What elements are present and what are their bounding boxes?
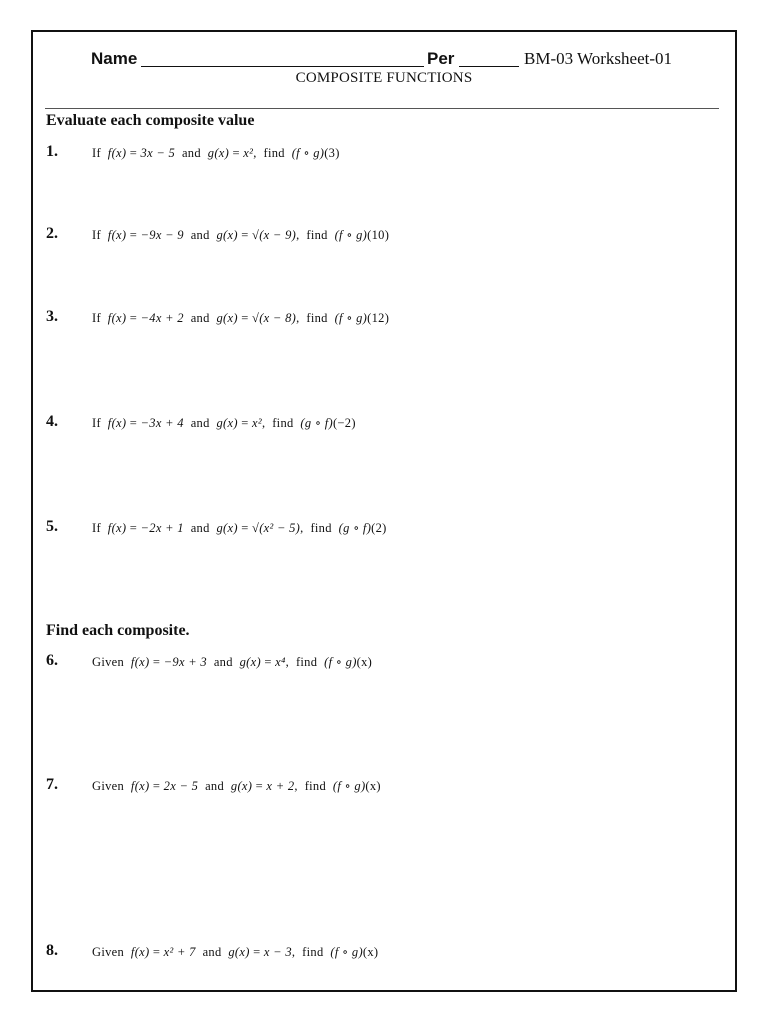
question-number: 7.: [46, 776, 58, 793]
f-label: f(x): [107, 146, 127, 160]
composite-notation: (f ∘ g): [291, 146, 325, 160]
g-label: g(x): [228, 945, 250, 959]
composite-notation: (g ∘ f): [338, 521, 372, 535]
composite-argument: (3): [324, 146, 340, 160]
f-label: f(x): [130, 779, 150, 793]
composite-argument: (10): [367, 228, 390, 242]
question-number: 4.: [46, 413, 58, 430]
and-word: and: [190, 521, 210, 535]
composite-notation: (f ∘ g): [324, 655, 357, 669]
g-label: g(x): [239, 655, 261, 669]
question-number: 2.: [46, 225, 58, 242]
f-expression: −4x + 2: [140, 311, 184, 325]
find-word: find: [295, 655, 318, 669]
question-text: Given f(x) = x² + 7 and g(x) = x − 3, find (f ∘ g)(x): [92, 945, 379, 959]
question-text: If f(x) = 3x − 5 and g(x) = x², find (f ∘ g)(3): [92, 146, 340, 160]
f-expression: −2x + 1: [140, 521, 184, 535]
find-word: find: [304, 779, 327, 793]
g-expression: x²: [243, 146, 254, 160]
question-text: If f(x) = −4x + 2 and g(x) = √(x − 8), find (f ∘ g)(12): [92, 311, 390, 325]
question-lead: Given: [92, 779, 125, 793]
find-word: find: [302, 945, 324, 959]
f-label: f(x): [130, 945, 150, 959]
g-label: g(x): [216, 521, 238, 535]
question-lead: Given: [92, 655, 125, 669]
g-expression: √(x² − 5): [252, 521, 301, 535]
and-word: and: [213, 655, 233, 669]
question-lead: Given: [92, 945, 125, 959]
f-expression: −3x + 4: [140, 416, 184, 430]
question-lead: If: [92, 228, 101, 242]
find-word: find: [263, 146, 285, 160]
f-expression: 2x − 5: [163, 779, 199, 793]
composite-argument: (−2): [332, 416, 356, 430]
worksheet-header: [33, 32, 735, 112]
f-label: f(x): [107, 311, 127, 325]
g-label: g(x): [216, 416, 238, 430]
question-lead: If: [92, 416, 101, 430]
question-text: If f(x) = −3x + 4 and g(x) = x², find (g ∘ f)(−2): [92, 416, 356, 430]
question-number: 5.: [46, 518, 58, 535]
g-expression: x + 2: [266, 779, 295, 793]
question-lead: If: [92, 521, 101, 535]
section-heading-find: Find each composite.: [46, 622, 190, 639]
worksheet-title: COMPOSITE FUNCTIONS: [295, 70, 473, 86]
composite-notation: (f ∘ g): [334, 228, 368, 242]
worksheet-id: BM-03 Worksheet-01: [524, 49, 672, 68]
g-label: g(x): [207, 146, 230, 160]
period-label: Per: [427, 49, 455, 68]
and-word: and: [205, 779, 225, 793]
g-expression: x²: [252, 416, 262, 430]
find-word: find: [306, 311, 328, 325]
find-word: find: [306, 228, 328, 242]
question-text: If f(x) = −9x − 9 and g(x) = √(x − 9), find (f ∘ g)(10): [92, 228, 390, 242]
question-number: 3.: [46, 308, 58, 325]
and-word: and: [190, 416, 210, 430]
f-expression: x² + 7: [163, 945, 196, 959]
and-word: and: [202, 945, 222, 959]
f-expression: −9x − 9: [140, 228, 184, 242]
composite-notation: (f ∘ g): [334, 311, 368, 325]
f-label: f(x): [107, 521, 127, 535]
composite-argument: (2): [371, 521, 387, 535]
composite-argument: (x): [356, 655, 373, 669]
g-expression: √(x − 8): [252, 311, 297, 325]
composite-notation: (g ∘ f): [300, 416, 333, 430]
question-lead: If: [92, 311, 101, 325]
question-lead: If: [92, 146, 101, 160]
question-text: Given f(x) = −9x + 3 and g(x) = x⁴, find (f ∘ g)(x): [92, 655, 373, 669]
f-expression: 3x − 5: [140, 146, 176, 160]
g-expression: x⁴: [275, 655, 286, 669]
question-text: If f(x) = −2x + 1 and g(x) = √(x² − 5), find (g ∘ f)(2): [92, 521, 387, 535]
header-divider: [45, 108, 719, 109]
find-word: find: [310, 521, 332, 535]
composite-argument: (x): [365, 779, 381, 793]
section-heading-evaluate: Evaluate each composite value: [46, 112, 255, 129]
find-word: find: [272, 416, 294, 430]
name-label: Name: [91, 49, 138, 68]
composite-argument: (x): [362, 945, 379, 959]
composite-notation: (f ∘ g): [330, 945, 363, 959]
question-text: Given f(x) = 2x − 5 and g(x) = x + 2, find (f ∘ g)(x): [92, 779, 381, 793]
f-label: f(x): [130, 655, 150, 669]
f-label: f(x): [107, 228, 127, 242]
g-expression: √(x − 9): [252, 228, 297, 242]
g-label: g(x): [216, 311, 238, 325]
and-word: and: [190, 228, 210, 242]
question-number: 8.: [46, 942, 58, 959]
question-number: 6.: [46, 652, 58, 669]
f-expression: −9x + 3: [163, 655, 207, 669]
worksheet-page: [31, 30, 737, 992]
and-word: and: [190, 311, 210, 325]
composite-argument: (12): [367, 311, 390, 325]
g-label: g(x): [230, 779, 253, 793]
name-blank-line: [141, 52, 424, 67]
g-expression: x − 3: [263, 945, 292, 959]
period-blank-line: [459, 52, 519, 67]
composite-notation: (f ∘ g): [332, 779, 366, 793]
and-word: and: [181, 146, 201, 160]
question-number: 1.: [46, 143, 58, 160]
f-label: f(x): [107, 416, 127, 430]
g-label: g(x): [216, 228, 238, 242]
